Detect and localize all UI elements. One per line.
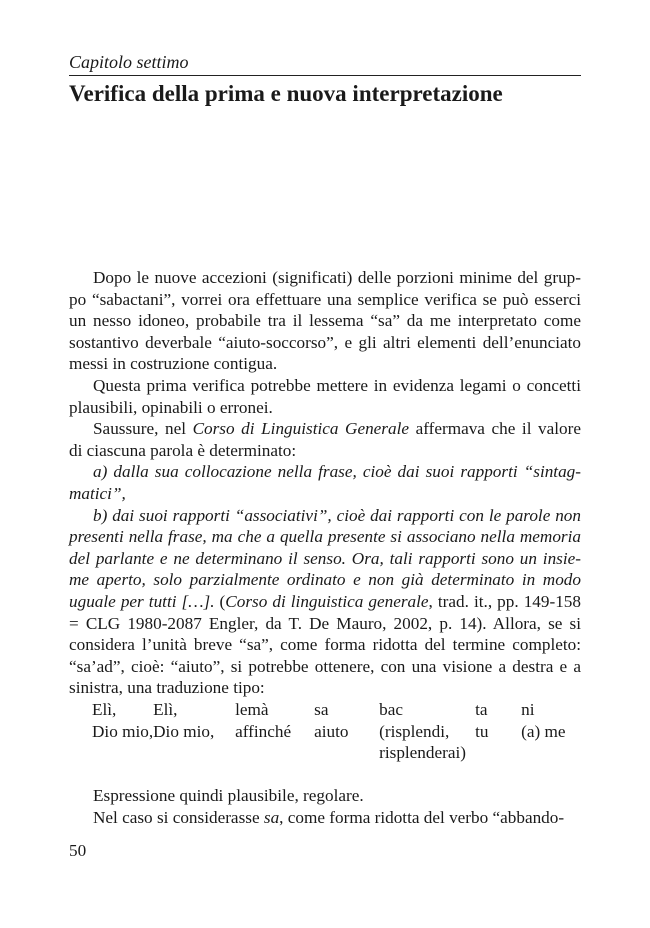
table-cell: Elì, [92, 700, 117, 719]
text-line [69, 483, 581, 505]
text-line [69, 548, 581, 570]
body-text [69, 267, 581, 699]
text-line [69, 505, 581, 527]
text-segment: po “sabactani”, vorrei ora effettuare una semplice verifica se può esserci [69, 289, 581, 309]
text-segment: = CLG 1980-2087 Engler, da T. De Mauro, 2002, p. 14). Allora, se si [69, 613, 581, 633]
italic-text: me aperto, solo parzialmente ordinato e non già determinato in modo [69, 570, 581, 590]
text-segment: Espressione quindi plausibile, regolare. [93, 786, 364, 805]
text-segment: sinistra, una traduzione tipo: [69, 678, 265, 698]
text-line [69, 461, 581, 483]
text-line [69, 375, 581, 397]
text-line [69, 785, 581, 807]
italic-text: sa [263, 807, 280, 827]
table-cell: (risplendi, risplenderai) [379, 721, 466, 763]
text-line [69, 677, 581, 699]
text-line [69, 397, 581, 419]
text-line [69, 591, 581, 613]
italic-text: Corso di linguistica generale [225, 591, 429, 611]
text-line [69, 656, 581, 678]
table-cell: ta [475, 700, 488, 719]
table-cell: Elì, [153, 700, 178, 719]
text-line [69, 613, 581, 635]
table-cell: Dio mio, [153, 721, 215, 741]
text-segment: plausibili, opinabili o erronei. [69, 397, 273, 417]
text-segment: Nel caso si considerasse [93, 807, 264, 827]
table-cell: lemà [235, 700, 269, 719]
text-line [69, 267, 581, 289]
text-line [69, 418, 581, 440]
text-segment: Dopo le nuove accezioni (significati) delle porzioni minime del grup- [93, 268, 581, 287]
text-line [69, 310, 581, 332]
table-cell: sa [314, 700, 329, 719]
text-segment: considera l’unità breve “sa”, come forma ridotta del termine completo: [69, 635, 581, 655]
text-line [69, 440, 581, 462]
table-cell: affinché [235, 721, 292, 741]
table-cell: (a) me [521, 721, 566, 741]
header-rule [69, 75, 581, 76]
table-row-translation [92, 721, 581, 764]
text-segment: “sa’ad”, cioè: “aiuto”, si potrebbe ottenere, con una visione a destra e a [69, 656, 581, 676]
text-line [69, 289, 581, 311]
italic-text: a) dalla sua collocazione nella frase, cioè dai suoi rapporti “sintag- [93, 462, 581, 482]
text-line [69, 634, 581, 656]
text-segment: sostantivo deverbale “aiuto-soccorso”, e gli altri elementi dell’enunciato [69, 332, 581, 352]
text-segment: ( [214, 591, 226, 611]
table-cell: bac [379, 700, 403, 719]
text-segment: Questa prima verifica potrebbe mettere in evidenza legami o concetti [93, 375, 581, 395]
page-number: 50 [69, 841, 87, 860]
italic-text: del parlante e ne determinano il senso. Ora, tali rapporti sono un insie- [69, 548, 581, 568]
text-segment: affermava che il valore [409, 419, 581, 439]
italic-text: uguale per tutti […]. [69, 591, 215, 611]
translation-table [92, 699, 581, 764]
text-line [69, 569, 581, 591]
text-segment: di ciascuna parola è determinato: [69, 440, 297, 460]
table-cell: aiuto [314, 721, 349, 741]
text-segment: , trad. it., pp. 149-158 [428, 591, 581, 611]
text-segment: un nesso idoneo, probabile tra il lessema “sa” da me interpretato come [69, 311, 581, 331]
text-segment: Saussure, nel [93, 419, 193, 439]
italic-text: presenti nella frase, ma che a quella presente si associano nella memoria [69, 527, 581, 547]
closing-text [69, 785, 581, 828]
chapter-label: Capitolo settimo [69, 52, 189, 72]
italic-text: matici”, [69, 483, 126, 503]
table-row-original [92, 699, 581, 721]
table-cell: Dio mio, [92, 721, 154, 741]
text-segment: messi in costruzione contigua. [69, 354, 278, 374]
italic-text: b) dai suoi rapporti “associativi”, cioè dai rapporti con le parole non [93, 505, 581, 525]
text-segment: , come forma ridotta del verbo “abbando- [279, 807, 565, 827]
text-line [69, 807, 581, 829]
text-line [69, 353, 581, 375]
table-cell: tu [475, 721, 489, 741]
text-line [69, 526, 581, 548]
table-cell: ni [521, 700, 535, 719]
text-line [69, 332, 581, 354]
italic-text: Corso di Linguistica Generale [192, 419, 409, 439]
section-title: Verifica della prima e nuova interpretazione [69, 81, 503, 106]
